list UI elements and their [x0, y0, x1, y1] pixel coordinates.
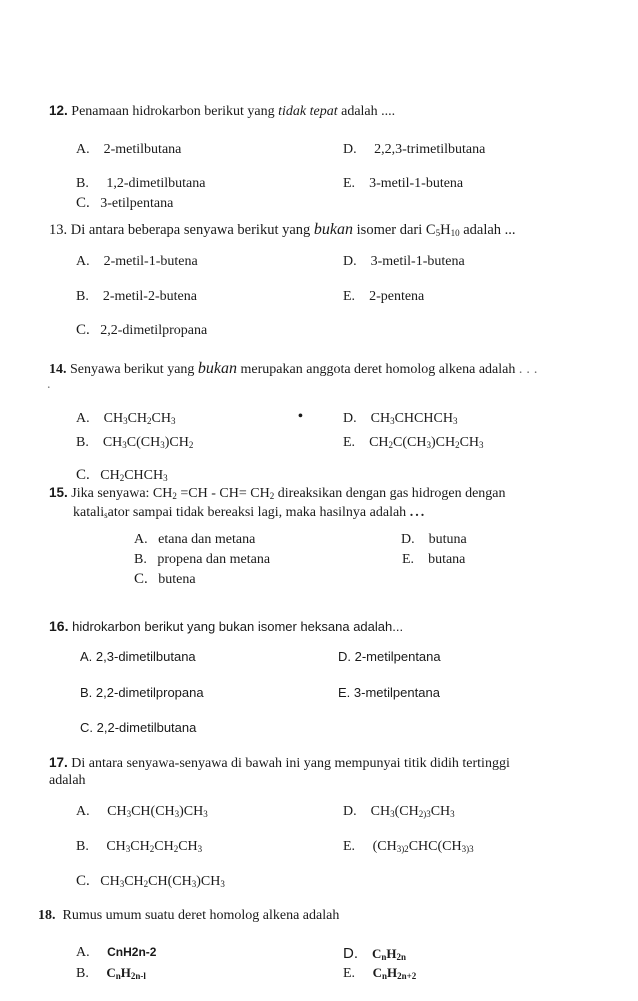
option-c: [80, 721, 196, 734]
option-e: [343, 290, 424, 304]
option-letter: A.: [134, 532, 148, 547]
question-17: [49, 756, 510, 771]
option-letter: B.: [76, 435, 89, 450]
question-text: hidrokarbon berikut yang bukan isomer heksana adalah...: [72, 619, 404, 634]
option-e: [338, 686, 440, 699]
option-text: etana dan metana: [158, 532, 256, 547]
question-text: Senyawa berikut yang: [70, 362, 198, 377]
option-letter: D.: [343, 254, 357, 269]
option-text: 3-etilpentana: [100, 196, 174, 211]
option-formula: $CH_3C(CH_3)CH_2$: [102, 435, 194, 450]
option-d: [343, 143, 485, 157]
question-number: 18.: [38, 908, 56, 923]
option-letter: B.: [76, 966, 89, 981]
option-b: [76, 840, 202, 854]
option-c: [76, 468, 168, 483]
option-letter: D.: [343, 945, 358, 962]
option-letter: C.: [80, 720, 93, 735]
option-text: 2,2-dimetilpropana: [100, 323, 208, 338]
option-text: 2-metil-1-butena: [103, 254, 198, 269]
option-text: 2,3-dimetilbutana: [95, 649, 196, 664]
option-a: [80, 650, 196, 663]
option-e: [343, 966, 416, 981]
option-text: 1,2-dimetilbutana: [106, 176, 206, 191]
question-text: adalah ....: [337, 104, 396, 119]
option-d: [343, 255, 465, 269]
option-text: 3-metilpentana: [353, 685, 440, 700]
subscript: 10: [450, 228, 460, 238]
option-formula: $CH_3(CH_{2)3}CH_3$: [370, 804, 455, 819]
question-text: Jika senyawa: CH: [71, 486, 173, 501]
option-formula: CnH2n-2: [107, 945, 157, 959]
option-letter: A.: [76, 411, 90, 426]
option-letter: E.: [338, 685, 351, 700]
option-letter: B.: [80, 685, 93, 700]
option-text: 2-metilpentana: [354, 649, 441, 664]
question-number: 16.: [49, 618, 69, 634]
option-formula: $CH_3CH_2CH_2CH_3$: [106, 839, 203, 854]
question-18: [38, 909, 339, 923]
option-letter: E.: [343, 839, 356, 854]
option-letter: A.: [76, 945, 90, 960]
option-b: [76, 290, 197, 304]
question-emphasis: bukan: [313, 221, 354, 238]
option-b: [76, 436, 193, 450]
question-15-line-2: katali$_s$ator sampai tidak bereaksi lagi, maka hasilnya adalah ...: [73, 505, 427, 520]
option-b: [134, 553, 270, 567]
option-letter: B.: [76, 176, 89, 191]
option-letter: A.: [76, 142, 90, 157]
option-letter: E.: [343, 435, 356, 450]
option-a: [76, 805, 208, 819]
option-letter: B.: [134, 552, 147, 567]
option-b: [80, 686, 204, 699]
option-text: 3-metil-1-butena: [370, 254, 465, 269]
option-a: [76, 946, 156, 960]
question-12: [49, 104, 395, 119]
question-16: [49, 619, 403, 633]
question-number: 15.: [49, 485, 68, 500]
option-letter: D.: [343, 142, 357, 157]
option-text: 2,2,3-trimetilbutana: [374, 142, 486, 157]
option-d: [343, 946, 406, 962]
option-letter: B.: [76, 289, 89, 304]
option-letter: D.: [401, 532, 415, 547]
option-text: butana: [428, 552, 466, 567]
option-c: [76, 323, 207, 338]
option-formula: $C_nH_{2n-l}$: [106, 965, 146, 981]
question-emphasis: tidak tepat: [278, 104, 338, 119]
option-b: [76, 177, 206, 191]
option-letter: C.: [76, 322, 90, 338]
option-text: butena: [158, 572, 196, 587]
question-14: [49, 361, 541, 377]
ellipsis: ...: [518, 362, 542, 377]
option-letter: C.: [134, 571, 148, 587]
question-text: Di antara beberapa senyawa berikut yang: [70, 222, 314, 238]
option-d: [401, 533, 467, 547]
option-letter: A.: [76, 804, 90, 819]
option-formula: $CH_3CH(CH_3)CH_3$: [107, 804, 208, 819]
option-formula: $C_nH_{2n+2}$: [372, 965, 417, 981]
option-c: [76, 874, 225, 889]
option-b: [76, 966, 146, 981]
option-letter: A.: [76, 254, 90, 269]
option-text: butuna: [428, 532, 467, 547]
option-e: [343, 177, 463, 191]
question-text: isomer dari C: [353, 222, 436, 238]
option-a: [76, 143, 181, 157]
question-emphasis: bukan: [197, 360, 238, 377]
option-a: [76, 412, 175, 426]
option-a: [76, 255, 198, 269]
option-letter: E.: [343, 966, 356, 981]
option-letter: C.: [76, 195, 90, 211]
option-text: propena dan metana: [157, 552, 271, 567]
ellipsis: ...: [409, 505, 427, 520]
option-letter: E.: [343, 176, 356, 191]
option-text: 2-metil-2-butena: [102, 289, 197, 304]
option-text: 3-metil-1-butena: [369, 176, 464, 191]
question-text: Penamaan hidrokarbon berikut yang: [71, 104, 279, 119]
option-d: [343, 805, 455, 819]
option-d: [338, 650, 441, 663]
subscript: 5: [435, 228, 441, 238]
question-text: Di antara senyawa-senyawa di bawah ini yang mempunyai titik didih tertinggi: [71, 756, 510, 771]
formula-part: H: [440, 222, 451, 238]
option-letter: C.: [76, 467, 90, 483]
question-17-line-2: adalah: [49, 773, 86, 788]
option-letter: E.: [343, 289, 356, 304]
question-number: 14.: [49, 362, 67, 377]
option-a: [134, 533, 255, 547]
option-letter: E.: [402, 552, 415, 567]
ellipsis: .: [47, 377, 51, 392]
option-e: [402, 553, 465, 567]
option-formula: ($CH_{3)2}CHC(CH_{3)3}$: [372, 839, 474, 854]
option-c: [134, 572, 196, 587]
option-e: [343, 840, 474, 854]
option-letter: D.: [343, 411, 357, 426]
option-d: [343, 412, 457, 426]
option-formula: $CH_3CH_2CH(CH_3)CH_3$: [100, 874, 225, 889]
question-text: Rumus umum suatu deret homolog alkena adalah: [62, 908, 340, 923]
question-number: 17.: [49, 755, 68, 770]
option-letter: A.: [80, 649, 93, 664]
option-letter: D.: [338, 649, 351, 664]
question-number: 12.: [49, 103, 68, 118]
bullet: •: [298, 409, 303, 424]
question-15: 15. Jika senyawa: $CH_2 =CH - CH= CH_2$ direaksikan dengan gas hidrogen dengan: [49, 485, 506, 501]
option-e: [343, 436, 484, 450]
question-text: merupakan anggota deret homolog alkena adalah: [237, 362, 516, 377]
option-text: 2-metilbutana: [103, 142, 182, 157]
option-text: 2-pentena: [369, 289, 425, 304]
question-13: [49, 222, 516, 238]
option-formula: $CH_2C(CH_3)CH_2CH_3$: [369, 435, 484, 450]
question-number: 13.: [49, 222, 68, 238]
option-letter: D.: [343, 804, 357, 819]
question-text: adalah ...: [459, 222, 516, 238]
option-formula: $CH_2CHCH_3$: [100, 468, 168, 483]
option-letter: C.: [76, 873, 90, 889]
option-text: 2,2-dimetilbutana: [96, 720, 197, 735]
option-text: 2,2-dimetilpropana: [95, 685, 204, 700]
option-formula: $C_nH_{2n}$: [372, 946, 407, 962]
option-letter: B.: [76, 839, 89, 854]
option-c: [76, 196, 173, 211]
option-formula: $CH_3CHCHCH_3$: [370, 411, 458, 426]
option-formula: $CH_3CH_2CH_3$: [103, 411, 176, 426]
